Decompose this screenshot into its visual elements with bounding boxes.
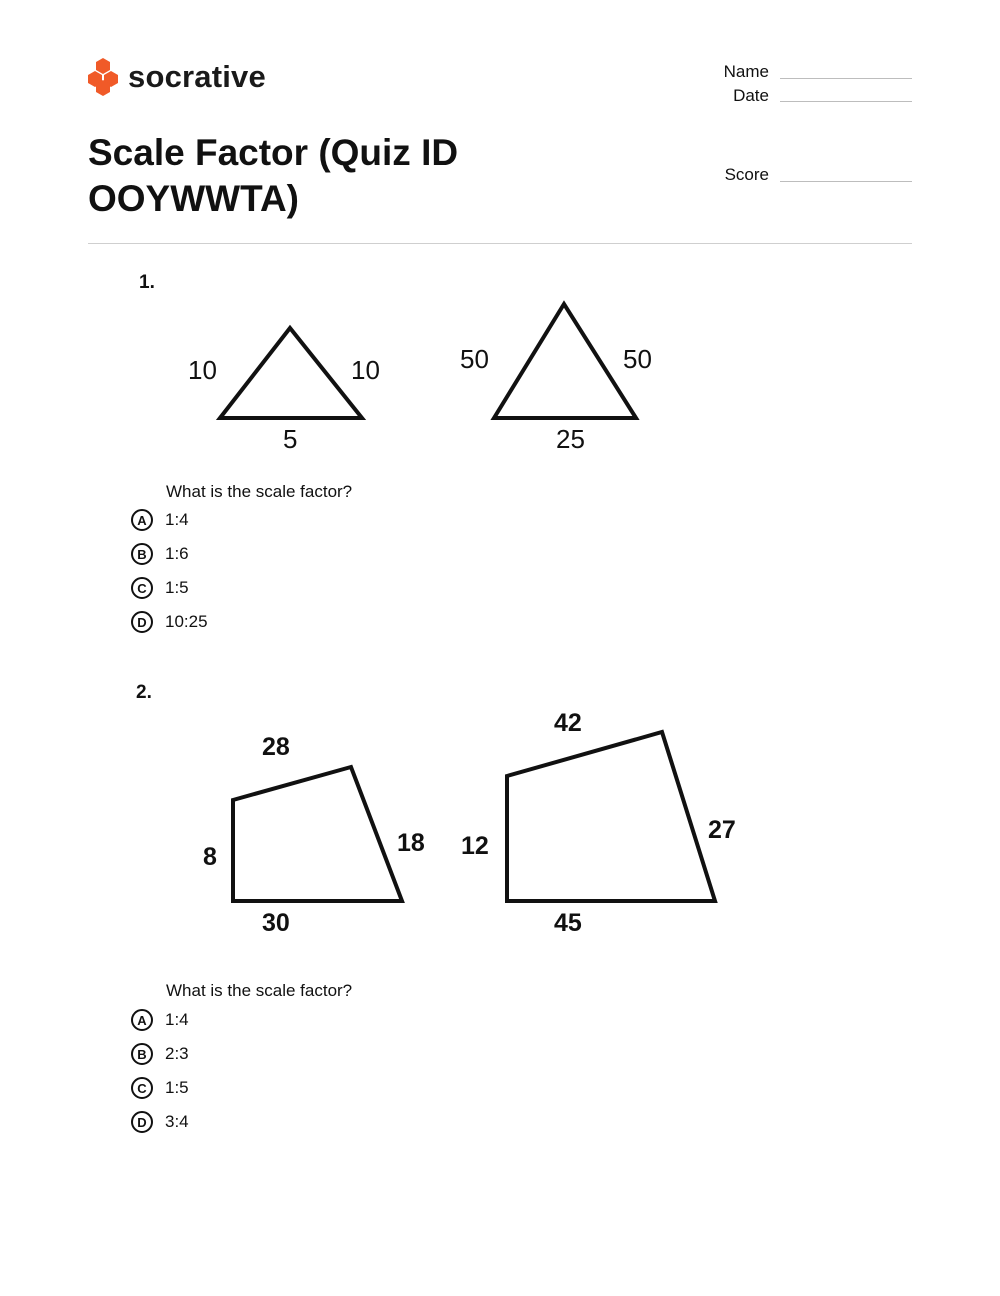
question-2-option-a[interactable] bbox=[131, 1007, 189, 1033]
option-bubble[interactable]: A bbox=[131, 509, 153, 531]
small-left-label: 10 bbox=[188, 355, 217, 385]
question-2-options bbox=[131, 1007, 189, 1135]
question-2-option-c[interactable] bbox=[131, 1075, 189, 1101]
option-bubble[interactable]: A bbox=[131, 1009, 153, 1031]
question-2-prompt: What is the scale factor? bbox=[166, 981, 353, 1000]
score-label: Score bbox=[724, 165, 769, 184]
large-right-label: 50 bbox=[623, 344, 652, 374]
brand-name: socrative bbox=[128, 59, 266, 94]
option-bubble[interactable]: C bbox=[131, 1077, 153, 1099]
date-label: Date bbox=[733, 86, 769, 105]
hexagon-logo-icon bbox=[88, 57, 120, 97]
option-text: 1:4 bbox=[165, 510, 189, 529]
large-bottom-label: 45 bbox=[554, 909, 582, 937]
large-quadrilateral bbox=[507, 732, 715, 901]
small-bottom-label: 30 bbox=[262, 909, 290, 937]
question-1-option-c[interactable] bbox=[131, 575, 208, 601]
option-bubble[interactable]: B bbox=[131, 1043, 153, 1065]
large-top-label: 42 bbox=[554, 709, 582, 737]
question-1-figure bbox=[170, 290, 690, 465]
option-text: 1:5 bbox=[165, 578, 189, 597]
small-top-label: 28 bbox=[262, 733, 290, 761]
small-base-label: 5 bbox=[283, 424, 298, 454]
question-2-option-d[interactable] bbox=[131, 1109, 189, 1135]
question-1-option-a[interactable] bbox=[131, 507, 208, 533]
question-1-options bbox=[131, 507, 208, 635]
name-field[interactable] bbox=[780, 78, 912, 79]
question-1-option-d[interactable] bbox=[131, 609, 208, 635]
large-right-label: 27 bbox=[708, 816, 736, 844]
small-right-label: 10 bbox=[351, 355, 380, 385]
page-title: Scale Factor (Quiz ID OOYWWTA) bbox=[88, 132, 459, 219]
large-left-label: 12 bbox=[461, 832, 489, 860]
question-2-number: 2. bbox=[136, 682, 152, 703]
question-2-figure bbox=[190, 700, 770, 950]
option-text: 1:4 bbox=[165, 1010, 189, 1029]
option-bubble[interactable]: C bbox=[131, 577, 153, 599]
question-1-option-b[interactable] bbox=[131, 541, 208, 567]
option-text: 2:3 bbox=[165, 1044, 189, 1063]
option-text: 1:6 bbox=[165, 544, 189, 563]
question-1-number: 1. bbox=[139, 272, 155, 293]
question-2-option-b[interactable] bbox=[131, 1041, 189, 1067]
socrative-logo bbox=[88, 57, 278, 99]
small-right-label: 18 bbox=[397, 829, 425, 857]
question-1-prompt: What is the scale factor? bbox=[166, 482, 353, 501]
large-base-label: 25 bbox=[556, 424, 585, 454]
large-left-label: 50 bbox=[460, 344, 489, 374]
option-bubble[interactable]: D bbox=[131, 1111, 153, 1133]
option-bubble[interactable]: D bbox=[131, 611, 153, 633]
small-quadrilateral bbox=[233, 767, 402, 901]
name-label: Name bbox=[723, 62, 769, 81]
small-triangle bbox=[220, 328, 362, 418]
small-left-label: 8 bbox=[203, 843, 217, 871]
date-field[interactable] bbox=[780, 101, 912, 102]
option-text: 3:4 bbox=[165, 1112, 189, 1131]
option-text: 10:25 bbox=[165, 612, 208, 631]
header-divider bbox=[88, 243, 912, 244]
option-text: 1:5 bbox=[165, 1078, 189, 1097]
large-triangle bbox=[494, 304, 636, 418]
option-bubble[interactable]: B bbox=[131, 543, 153, 565]
score-field[interactable] bbox=[780, 181, 912, 182]
